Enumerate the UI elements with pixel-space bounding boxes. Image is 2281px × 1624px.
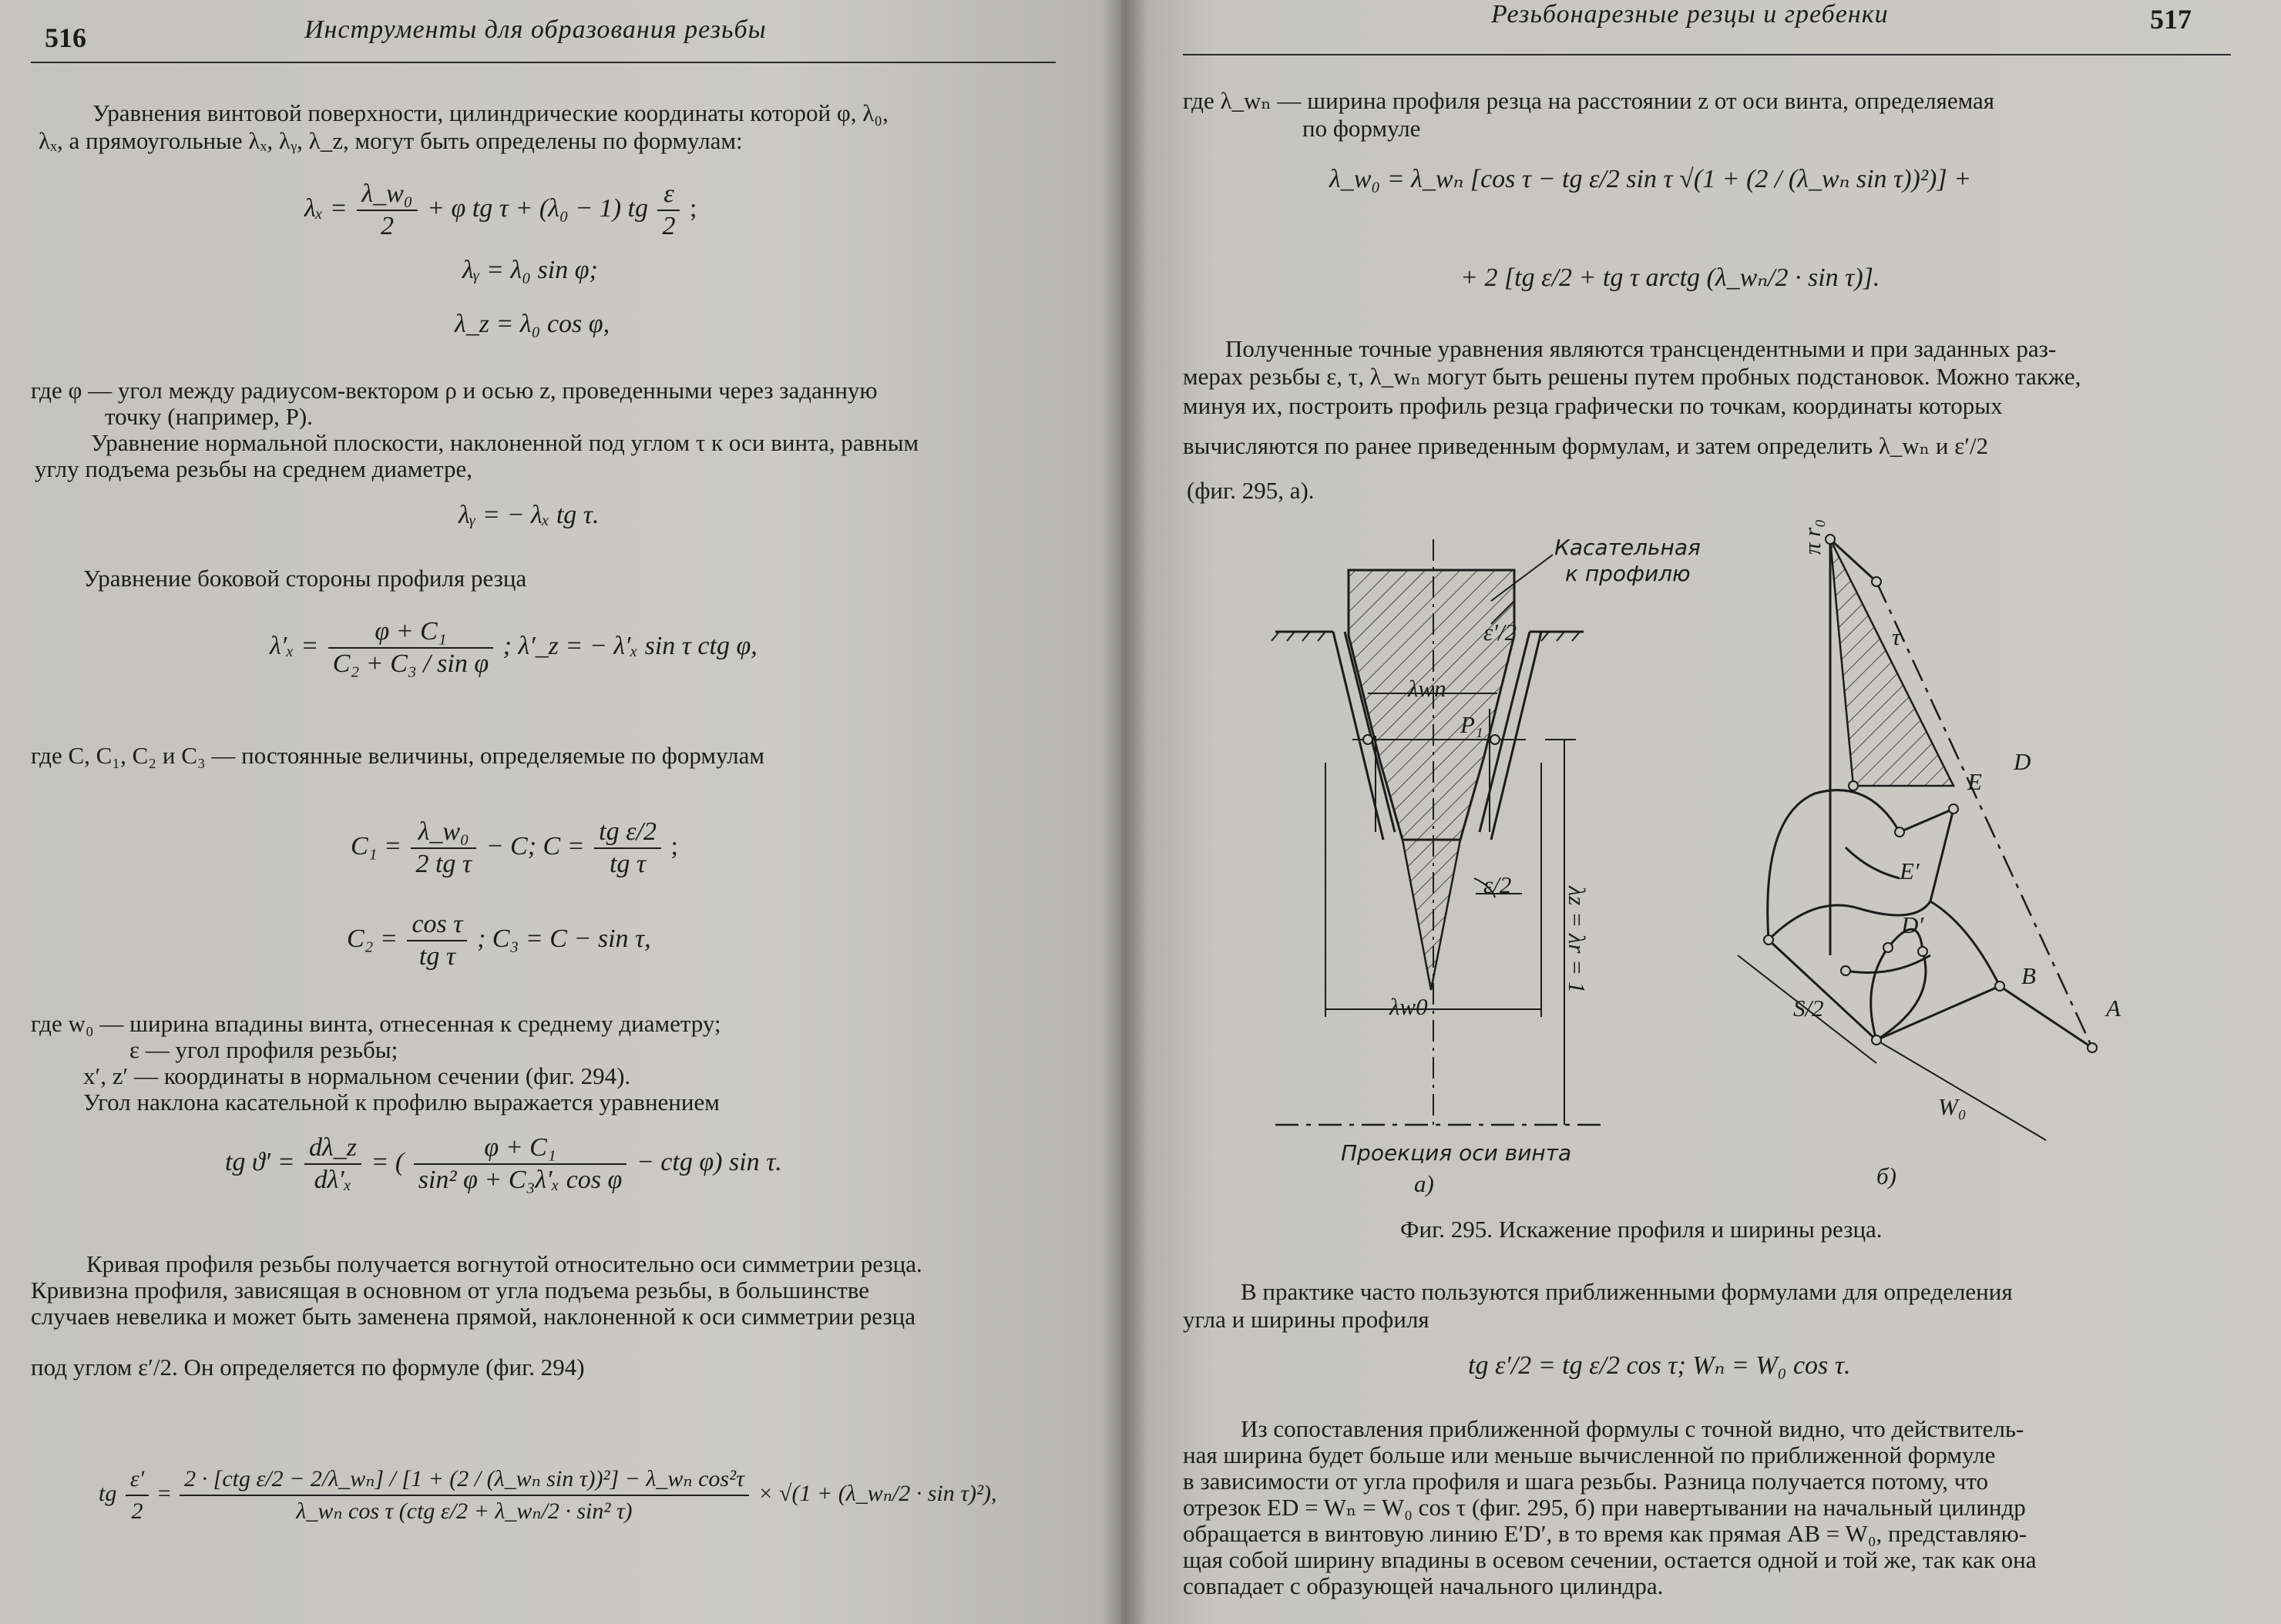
label-sub-b: б) xyxy=(1876,1163,1896,1189)
label-tau: τ xyxy=(1892,623,1901,650)
right-page xyxy=(1121,0,2281,1624)
text-line: под углом ε′/2. Он определяется по формуле (фиг. 294) xyxy=(31,1354,585,1381)
header-rule xyxy=(31,62,1056,63)
figure-295 xyxy=(1260,508,2231,1248)
equation-lambda-x: λₓ = $\frac{\text{λ\_w₀}}{2}$ + φ tg τ + (λ₀ − 1) tg $\frac{\varepsilon}{2}$ ; xyxy=(304,180,697,240)
text-line: обращается в винтовую линию E′D′, в то время как прямая AB = W₀, представляю- xyxy=(1183,1520,2027,1547)
text-line: угла и ширины профиля xyxy=(1183,1306,1429,1333)
label-point-d1: D′ xyxy=(1901,911,1924,938)
text-line: Кривая профиля резьбы получается вогнутой относительно оси симметрии резца. xyxy=(86,1250,922,1277)
text-line: Полученные точные уравнения являются трансцендентными и при заданных раз- xyxy=(1225,335,2057,362)
equation-c1: C₁ = $\frac{\text{λ\_w₀}}{\text{2 tg τ}}$ − C; C = $\frac{\text{tg ε/2}}{\text{tg τ}}$ ; xyxy=(351,817,678,878)
text-line: щая собой ширину впадины в осевом сечении, остается одной и той же, так как она xyxy=(1183,1546,2037,1573)
label-p1: P₁ xyxy=(1460,711,1483,738)
text-line: где C, C₁, C₂ и C₃ — постоянные величины, определяемые по формулам xyxy=(31,742,764,769)
running-head: Резьбонарезные резцы и гребенки xyxy=(1491,0,1889,29)
equation-side-profile: λ′ₓ = $\frac{\text{φ + C₁}}{\text{C₂ + C₃ / sin φ}}$ ; λ′_z = − λ′ₓ sin τ ctg φ, xyxy=(270,617,758,678)
text-line: x′, z′ — координаты в нормальном сечении (фиг. 294). xyxy=(83,1062,631,1089)
label-lw0: λw0 xyxy=(1389,993,1428,1020)
text-line: углу подъема резьбы на среднем диаметре, xyxy=(35,455,473,482)
text-line: минуя их, построить профиль резца графически по точкам, координаты которых xyxy=(1183,392,2003,419)
text-line: вычисляются по ранее приведенным формулам, и затем определить λ_wₙ и ε′/2 xyxy=(1183,432,1989,459)
text-line: ε — угол профиля резьбы; xyxy=(129,1036,398,1063)
left-page xyxy=(0,0,1121,1624)
text-line: в зависимости от угла профиля и шага резьбы. Разница получается потому, что xyxy=(1183,1468,1989,1495)
label-pi-r0: π r₀ xyxy=(1799,518,1826,555)
label-point-d: D xyxy=(2014,748,2031,775)
equation-lambda-y: λᵧ = λ₀ sin φ; xyxy=(462,256,598,284)
label-sub-a: а) xyxy=(1414,1170,1434,1197)
label-point-e1: E′ xyxy=(1900,857,1920,884)
label-w0: W₀ xyxy=(1938,1093,1967,1120)
equation-approx: tg ε′/2 = tg ε/2 cos τ; Wₙ = W₀ cos τ. xyxy=(1468,1351,1851,1380)
figure-b-helix xyxy=(1738,535,2097,1140)
text-line: Уравнения винтовой поверхности, цилиндрические координаты которой φ, λ₀, xyxy=(92,99,889,126)
text-line: по формуле xyxy=(1302,115,1421,142)
text-line: отрезок ED = Wₙ = W₀ cos τ (фиг. 295, б) при навертывании на начальный цилиндр xyxy=(1183,1494,2026,1521)
text-line: где φ — угол между радиусом-вектором ρ и осью z, проведенными через заданную xyxy=(31,377,878,404)
equation-lambda-w0-cont: + 2 [tg ε/2 + tg τ arctg (λ_wₙ/2 · sin τ)]. xyxy=(1460,263,1880,292)
text-line: совпадает с образующей начального цилиндра. xyxy=(1183,1572,1664,1599)
running-head: Инструменты для образования резьбы xyxy=(304,15,767,44)
label-lwn: λwn xyxy=(1408,675,1446,702)
text-line: мерах резьбы ε, τ, λ_wₙ могут быть решены путем пробных подстановок. Можно также, xyxy=(1183,363,2081,390)
header-rule xyxy=(1183,54,2231,55)
text-line: точку (например, P). xyxy=(105,403,313,430)
book-gutter xyxy=(1102,0,1148,1624)
figure-a-tool-profile xyxy=(1272,539,1607,1125)
label-tangent: Касательная xyxy=(1554,535,1701,560)
label-tangent-2: к профилю xyxy=(1565,561,1691,586)
label-point-b: B xyxy=(2021,962,2036,989)
page-number: 516 xyxy=(45,22,86,53)
text-line: случаев невелика и может быть заменена прямой, наклоненной к оси симметрии резца xyxy=(31,1303,915,1330)
figure-caption: Фиг. 295. Искажение профиля и ширины резца. xyxy=(1400,1216,1883,1243)
text-line: Из сопоставления приближенной формулы с точной видно, что действитель- xyxy=(1241,1415,2024,1442)
text-line: λₓ, а прямоугольные λₓ, λᵧ, λ_z, могут быть определены по формулам: xyxy=(39,127,743,154)
text-line: Уравнение боковой стороны профиля резца xyxy=(83,565,527,592)
label-lz: λz = λr = 1 xyxy=(1564,886,1591,994)
page-number: 517 xyxy=(2150,4,2192,35)
equation-lambda-z: λ_z = λ₀ cos φ, xyxy=(455,310,610,338)
equation-normal-plane: λᵧ = − λₓ tg τ. xyxy=(459,501,600,529)
text-line: Кривизна профиля, зависящая в основном от угла подъема резьбы, в большинстве xyxy=(31,1277,869,1304)
text-line: где λ_wₙ — ширина профиля резца на расстоянии z от оси винта, определяемая xyxy=(1183,87,1995,114)
label-point-e: E xyxy=(1967,768,1982,795)
equation-c2: C₂ = $\frac{\text{cos τ}}{\text{tg τ}}$ ; C₃ = C − sin τ, xyxy=(347,910,651,971)
text-line: где w₀ — ширина впадины винта, отнесенная к среднему диаметру; xyxy=(31,1010,721,1037)
equation-tangent-angle: tg ϑ′ = $\frac{d\lambda\_z}{\text{dλ′ₓ}}$ = ( $\frac{\text{φ + C₁}}{\text{sin² φ + C₃λ′ₓ cos φ}}$ − ctg φ) sin τ. xyxy=(225,1133,782,1194)
label-s-half: S/2 xyxy=(1793,995,1824,1022)
text-line: В практике часто пользуются приближенными формулами для определения xyxy=(1241,1278,2013,1305)
text-line: (фиг. 295, а). xyxy=(1187,477,1315,504)
text-line: Уравнение нормальной плоскости, наклоненной под углом τ к оси винта, равным xyxy=(91,429,919,456)
text-line: Угол наклона касательной к профилю выражается уравнением xyxy=(83,1089,720,1116)
text-line: ная ширина будет больше или меньше вычисленной по приближенной формуле xyxy=(1183,1441,1996,1468)
equation-eps-prime: tg $\frac{\varepsilon'}{2}$ = 2 · [ctg ε/2 − 2/λ_wₙ] / [1 + (2 / (λ_wₙ sin τ))²] − λ_wₙ cos²τ λ_wₙ cos τ (ctg ε/2 + λ_wₙ/2 · sin² τ) × √(1 + (λ_wₙ/2 · sin τ)²), xyxy=(99,1464,996,1527)
label-eps-prime-half: ε′/2 xyxy=(1483,619,1517,646)
equation-lambda-w0: λ_w₀ = λ_wₙ [cos τ − tg ε/2 sin τ √(1 + (2 / (λ_wₙ sin τ))²)] + xyxy=(1329,165,1972,193)
label-axis-projection: Проекция оси винта xyxy=(1341,1140,1572,1166)
label-point-a: A xyxy=(2106,995,2121,1022)
label-eps-half: ε/2 xyxy=(1483,871,1512,898)
